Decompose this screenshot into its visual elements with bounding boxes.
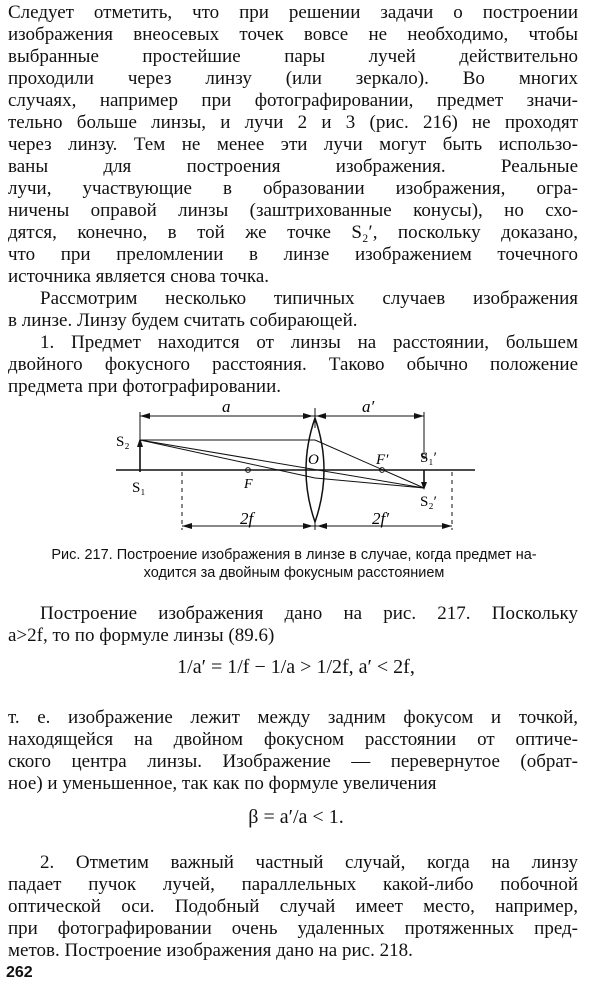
- image-arrowhead: [421, 482, 427, 490]
- lens-diagram: [0, 400, 592, 540]
- label-F-prime: F′: [376, 452, 389, 468]
- arrow-mid-left: [303, 413, 313, 419]
- magnification-formula: β = a′/a < 1.: [248, 806, 344, 828]
- text-line: лучи, участвующие в образовании изображения, огра-: [8, 178, 578, 199]
- arrow-left: [140, 413, 150, 419]
- text-line: изображения внеосевых точек вовсе не необходимо, чтобы: [8, 24, 578, 45]
- text-line: Следует отметить, что при решении задачи о построении: [8, 2, 578, 23]
- arrow-left: [182, 523, 192, 529]
- label-a: a: [222, 400, 231, 416]
- text-line: 2. Отметим важный частный случай, когда на линзу: [40, 852, 578, 873]
- ray-after-lens: [315, 478, 424, 488]
- text-line: при фотографировании очень удаленных протяженных пред-: [8, 918, 578, 939]
- text-line: Рассмотрим несколько типичных случаев изображения: [40, 288, 578, 309]
- text-line: ваны для построения изображения. Реальные: [8, 156, 578, 177]
- text-line: ского центра линзы. Изображение — перевернутое (обрат-: [8, 751, 578, 772]
- text-line: находящейся на двойном фокусном расстоянии от оптиче-: [8, 729, 578, 750]
- object-arrowhead: [137, 438, 143, 447]
- text-line: т. е. изображение лежит между задним фокусом и точкой,: [8, 707, 578, 728]
- arrow-mid-right: [317, 523, 327, 529]
- text-line: оптической оси. Подобный случай имеет место, например,: [8, 896, 578, 917]
- label-S1: S₁: [132, 480, 146, 496]
- text-line: через линзу. Тем не менее эти лучи могут быть использо-: [8, 134, 578, 155]
- text-line: проходили через линзу (или зеркало). Во многих: [8, 68, 578, 89]
- figure-caption: ходится за двойным фокусным расстоянием: [143, 565, 445, 581]
- page-number: 262: [6, 964, 33, 981]
- text-line: выбранные простейшие пары лучей действительно: [8, 46, 578, 67]
- arrow-right: [442, 523, 452, 529]
- lens-formula: 1/a′ = 1/f − 1/a > 1/2f, a′ < 2f,: [177, 656, 415, 678]
- label-2f-prime: 2f′: [372, 509, 389, 528]
- text-line: тельно больше линзы, и лучи 2 и 3 (рис. 216) не проходят: [8, 112, 578, 133]
- text-line: в линзе. Линзу будем считать собирающей.: [8, 310, 358, 331]
- text-line: метов. Построение изображения дано на рис. 218.: [8, 940, 413, 961]
- text-line: ное) и уменьшенное, так как по формуле увеличения: [8, 773, 437, 794]
- text-line: что при преломлении в линзе изображением точечного: [8, 244, 578, 265]
- text-line: ничены оправой линзы (заштрихованные конусы), но схо-: [8, 200, 578, 221]
- ray-front-focus: [140, 440, 315, 478]
- arrow-mid-right: [316, 413, 326, 419]
- arrow-right: [414, 413, 424, 419]
- label-S2-prime: S₂′: [420, 494, 437, 510]
- arrow-mid-left: [303, 523, 313, 529]
- text-line: a>2f, то по формуле линзы (89.6): [8, 625, 275, 646]
- text-line: 1. Предмет находится от линзы на расстоянии, большем: [40, 332, 578, 353]
- text-line: дятся, конечно, в той же точке S₂′, поскольку доказано,: [8, 222, 578, 243]
- label-2f: 2f: [240, 509, 254, 528]
- ray-through-focus: [315, 440, 424, 488]
- text-line: предмета при фотографировании.: [8, 376, 282, 397]
- text-line: падает пучок лучей, параллельных какой-либо побочной: [8, 874, 578, 895]
- label-O: O: [308, 452, 319, 468]
- figure-caption: Рис. 217. Построение изображения в линзе в случае, когда предмет на-: [51, 547, 537, 563]
- label-a-prime: a′: [362, 400, 375, 416]
- text-line: двойного фокусного расстояния. Таково обычно положение: [8, 354, 578, 375]
- text-line: случаях, например при фотографировании, предмет значи-: [8, 90, 578, 111]
- label-S1-prime: S₁′: [420, 450, 437, 466]
- label-S2: S₂: [116, 434, 130, 450]
- label-F: F: [244, 477, 253, 492]
- text-line: источника является снова точка.: [8, 266, 269, 287]
- text-line: Построение изображения дано на рис. 217. Поскольку: [40, 603, 578, 624]
